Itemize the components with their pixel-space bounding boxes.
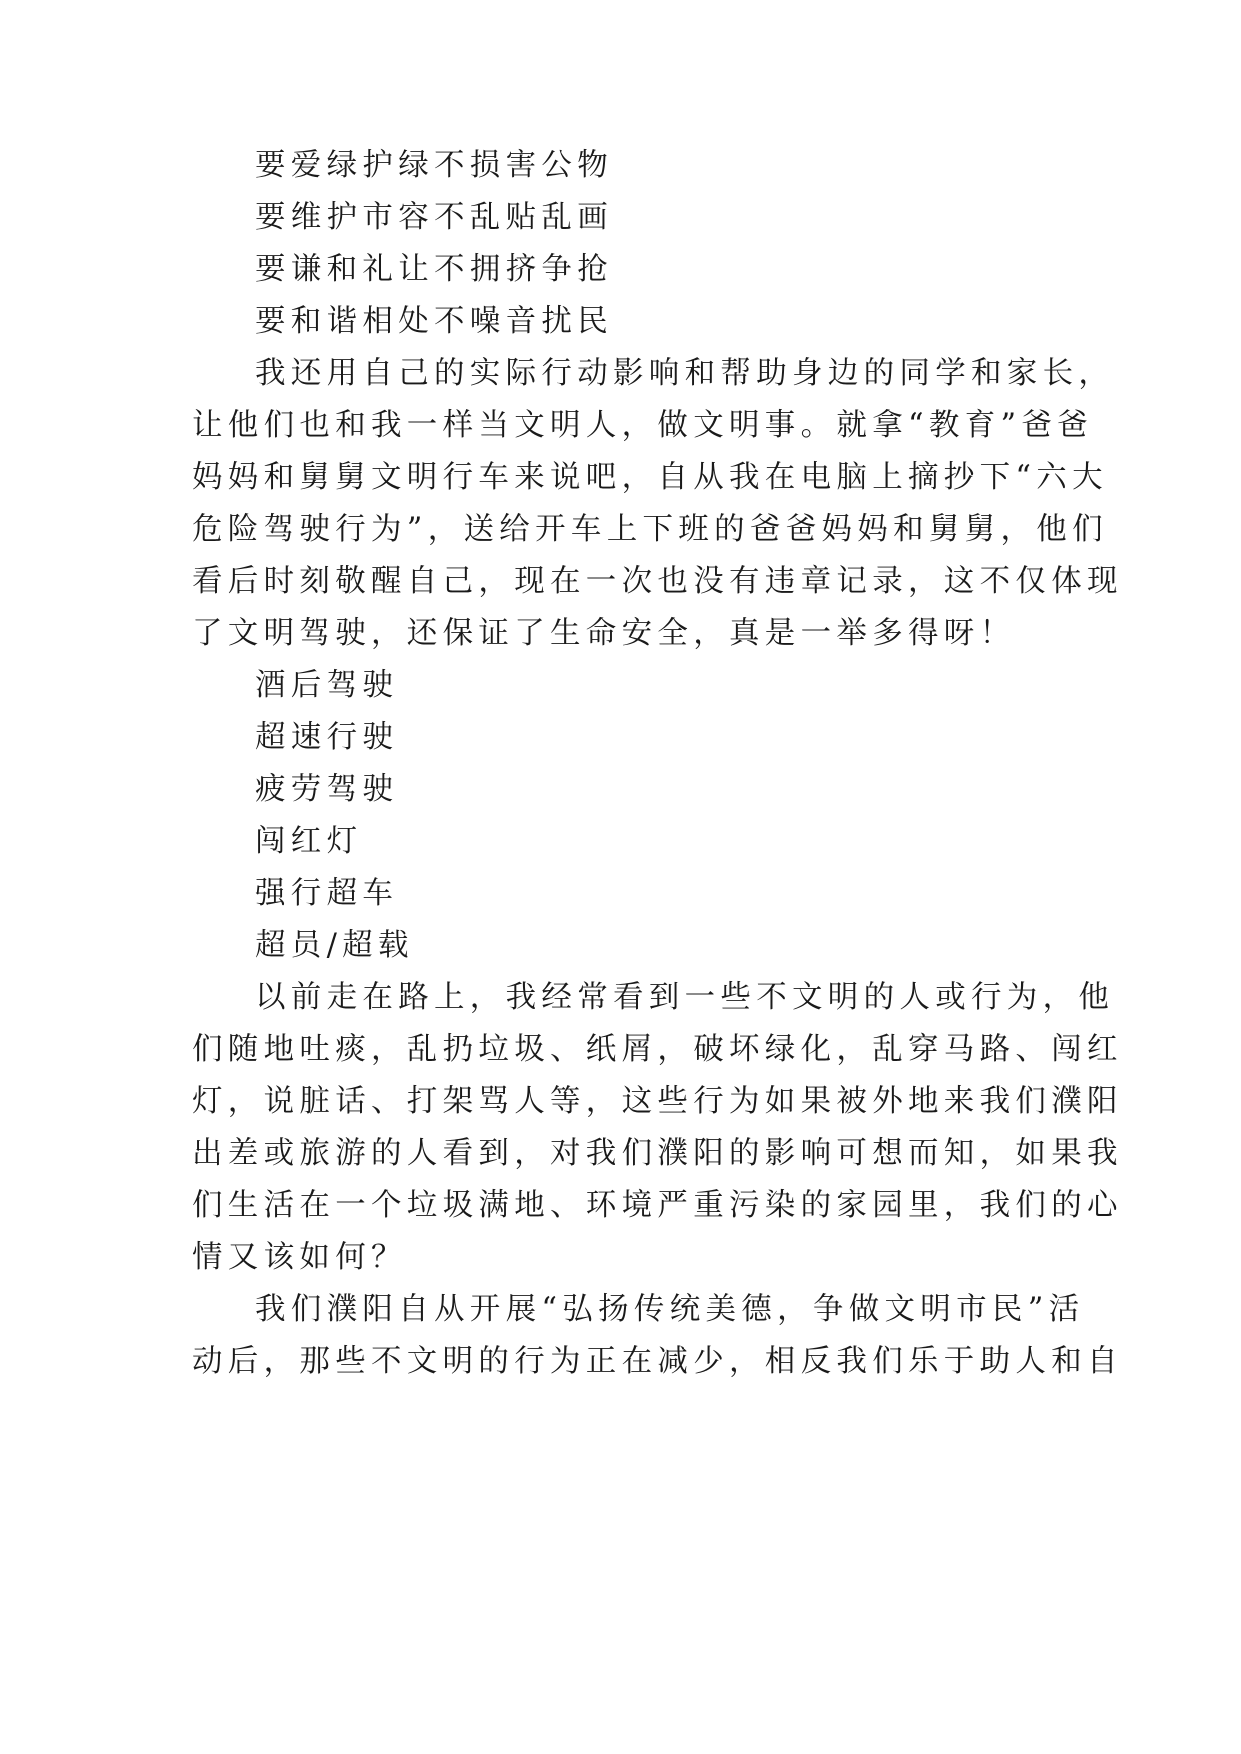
paragraph-line: 灯，说脏话、打架骂人等，这些行为如果被外地来我们濮阳 xyxy=(192,1084,1123,1119)
paragraph-line: 情又该如何？ xyxy=(192,1240,407,1275)
paragraph-line: 看后时刻敬醒自己，现在一次也没有违章记录，这不仅体现 xyxy=(192,564,1123,599)
list-item: 超速行驶 xyxy=(255,720,399,755)
list-item: 闯红灯 xyxy=(255,824,363,859)
paragraph-line: 让他们也和我一样当文明人，做文明事。就拿“教育”爸爸 xyxy=(192,408,1093,443)
paragraph-line: 们生活在一个垃圾满地、环境严重污染的家园里，我们的心 xyxy=(192,1188,1123,1223)
paragraph-line: 危险驾驶行为”，送给开车上下班的爸爸妈妈和舅舅，他们 xyxy=(192,512,1108,547)
slogan-line: 要谦和礼让不拥挤争抢 xyxy=(255,252,613,287)
list-item: 超员/超载 xyxy=(255,928,414,963)
paragraph-line: 了文明驾驶，还保证了生命安全，真是一举多得呀！ xyxy=(192,616,1016,651)
paragraph-line: 出差或旅游的人看到，对我们濮阳的影响可想而知，如果我 xyxy=(192,1136,1123,1171)
paragraph-line: 们随地吐痰，乱扔垃圾、纸屑，破坏绿化，乱穿马路、闯红 xyxy=(192,1032,1123,1067)
paragraph-line: 妈妈和舅舅文明行车来说吧，自从我在电脑上摘抄下“六大 xyxy=(192,460,1108,495)
slogan-line: 要爱绿护绿不损害公物 xyxy=(255,148,613,183)
slogan-line: 要维护市容不乱贴乱画 xyxy=(255,200,613,235)
list-item: 疲劳驾驶 xyxy=(255,772,399,807)
list-item: 强行超车 xyxy=(255,876,399,911)
slogan-line: 要和谐相处不噪音扰民 xyxy=(255,304,613,339)
paragraph-line: 动后，那些不文明的行为正在减少，相反我们乐于助人和自 xyxy=(192,1344,1123,1379)
paragraph-line: 以前走在路上，我经常看到一些不文明的人或行为，他 xyxy=(255,980,1115,1015)
paragraph-line: 我们濮阳自从开展“弘扬传统美德，争做文明市民”活 xyxy=(255,1292,1085,1327)
paragraph-line: 我还用自己的实际行动影响和帮助身边的同学和家长， xyxy=(255,356,1115,391)
list-item: 酒后驾驶 xyxy=(255,668,399,703)
